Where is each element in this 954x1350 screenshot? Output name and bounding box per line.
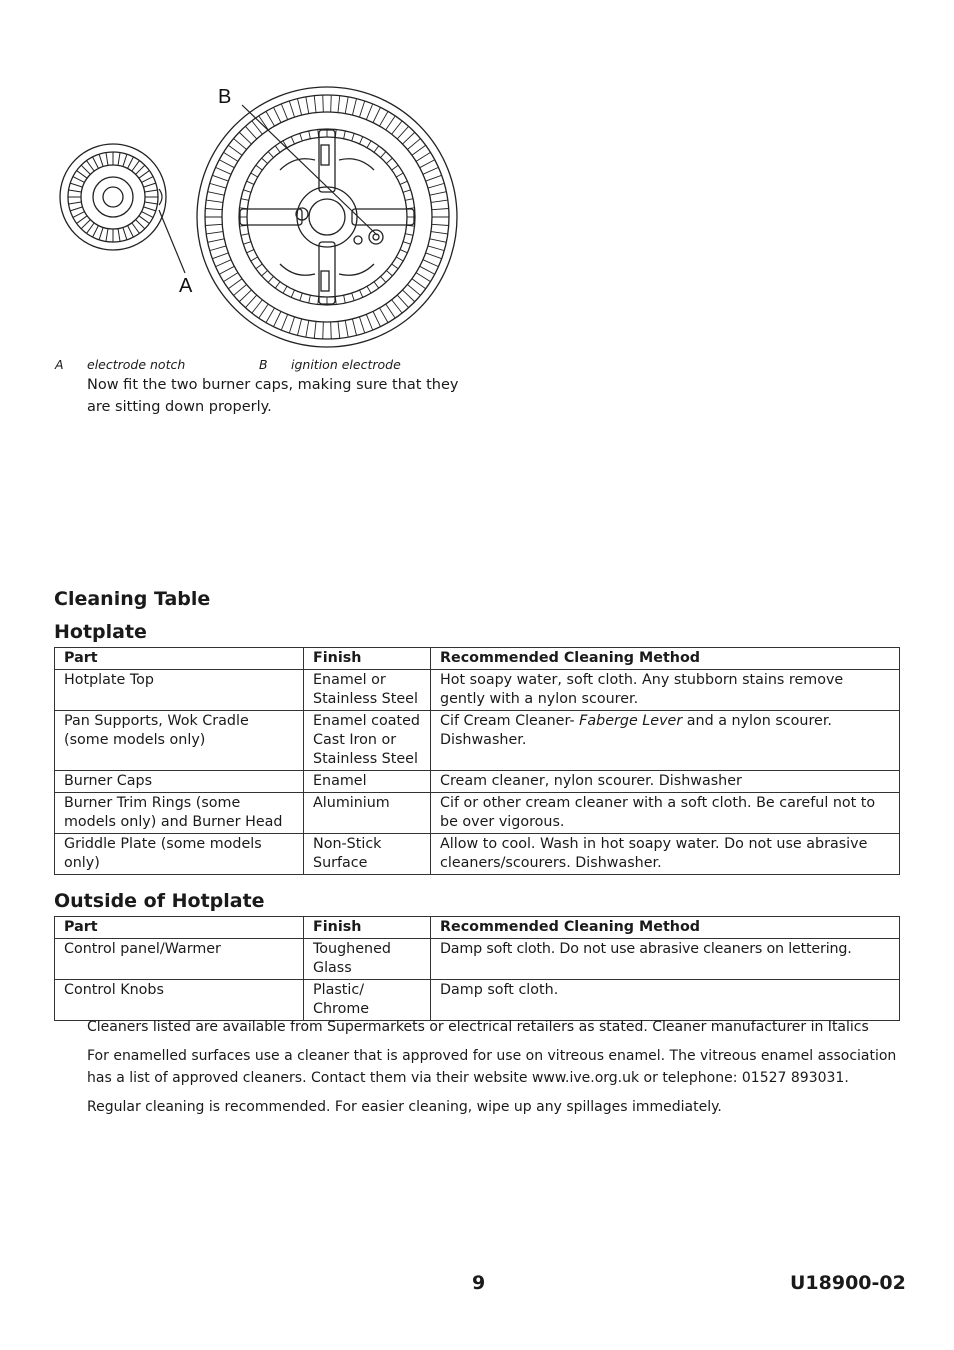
cell-method: Hot soapy water, soft cloth. Any stubborn stains remove gently with a nylon scourer. <box>431 670 900 711</box>
cell-finish: Aluminium <box>304 793 431 834</box>
cell-finish: Enamel <box>304 771 431 793</box>
header-method: Recommended Cleaning Method <box>431 917 900 939</box>
cell-part: Pan Supports, Wok Cradle (some models only) <box>55 711 304 771</box>
table-row <box>55 834 900 875</box>
header-method: Recommended Cleaning Method <box>431 648 900 670</box>
note-enamel-line-2: has a list of approved cleaners. Contact them via their website www.ive.org.uk or telephone: 01527 893031. <box>87 1070 849 1086</box>
cell-method: Damp soft cloth. Do not use abrasive cleaners on lettering. <box>431 939 900 980</box>
cell-part: Griddle Plate (some models only) <box>55 834 304 875</box>
cell-finish: Plastic/ Chrome <box>304 980 431 1021</box>
table-row <box>55 711 900 771</box>
cell-part: Control panel/Warmer <box>55 939 304 980</box>
cell-finish: Enamel or Stainless Steel <box>304 670 431 711</box>
caption-b-text: ignition electrode <box>291 357 401 372</box>
label-b: B <box>218 86 232 108</box>
cell-method <box>431 711 900 771</box>
header-part: Part <box>55 917 304 939</box>
instruction-line-2: are sitting down properly. <box>87 399 272 415</box>
caption-a-text: electrode notch <box>87 357 186 372</box>
burner-diagram-svg <box>55 85 475 350</box>
table-row <box>55 980 900 1021</box>
hotplate-title: Hotplate <box>54 621 147 643</box>
hotplate-table <box>54 647 900 875</box>
document-code: U18900-02 <box>790 1272 906 1294</box>
note-enamel <box>87 1045 907 1089</box>
cell-finish: Toughened Glass <box>304 939 431 980</box>
note-enamel-line-1: For enamelled surfaces use a cleaner that is approved for use on vitreous enamel. The vitreous enamel association <box>87 1048 897 1064</box>
table-header-row <box>55 648 900 670</box>
header-part: Part <box>55 648 304 670</box>
outside-hotplate-table <box>54 916 900 1021</box>
cell-part: Burner Trim Rings (some models only) and Burner Head <box>55 793 304 834</box>
cell-method: Damp soft cloth. <box>431 980 900 1021</box>
table-header-row <box>55 917 900 939</box>
small-burner-drawing <box>60 144 166 250</box>
instruction-line-1: Now fit the two burner caps, making sure that they <box>87 377 459 393</box>
caption-a-key: A <box>55 357 64 372</box>
method-text-pre: Cif Cream Cleaner- <box>440 713 580 729</box>
cell-method: Cream cleaner, nylon scourer. Dishwasher <box>431 771 900 793</box>
cell-part: Control Knobs <box>55 980 304 1021</box>
cell-part: Hotplate Top <box>55 670 304 711</box>
table-row <box>55 793 900 834</box>
page-number: 9 <box>472 1272 486 1294</box>
cell-method: Allow to cool. Wash in hot soapy water. Do not use abrasive cleaners/scourers. Dishwasher. <box>431 834 900 875</box>
outside-hotplate-title: Outside of Hotplate <box>54 890 265 912</box>
method-text-post: and a nylon scourer. Dishwasher. <box>440 713 832 748</box>
cell-method: Cif or other cream cleaner with a soft cloth. Be careful not to be over vigorous. <box>431 793 900 834</box>
cleaning-table-title: Cleaning Table <box>54 588 211 610</box>
table-row <box>55 670 900 711</box>
burner-diagram <box>55 85 475 350</box>
instruction-text <box>87 374 458 418</box>
cell-finish: Non-Stick Surface <box>304 834 431 875</box>
table-row <box>55 771 900 793</box>
cell-finish: Enamel coated Cast Iron or Stainless Steel <box>304 711 431 771</box>
header-finish: Finish <box>304 917 431 939</box>
table-row <box>55 939 900 980</box>
note-cleaners: Cleaners listed are available from Supermarkets or electrical retailers as stated. Cleaner manufacturer in Italics <box>87 1019 869 1035</box>
cell-part: Burner Caps <box>55 771 304 793</box>
large-burner-drawing <box>197 87 457 347</box>
label-a: A <box>179 275 193 297</box>
note-regular-cleaning: Regular cleaning is recommended. For easier cleaning, wipe up any spillages immediately. <box>87 1099 722 1115</box>
header-finish: Finish <box>304 648 431 670</box>
manufacturer-italic: Faberge Lever <box>579 713 683 729</box>
caption-b-key: B <box>259 357 268 372</box>
